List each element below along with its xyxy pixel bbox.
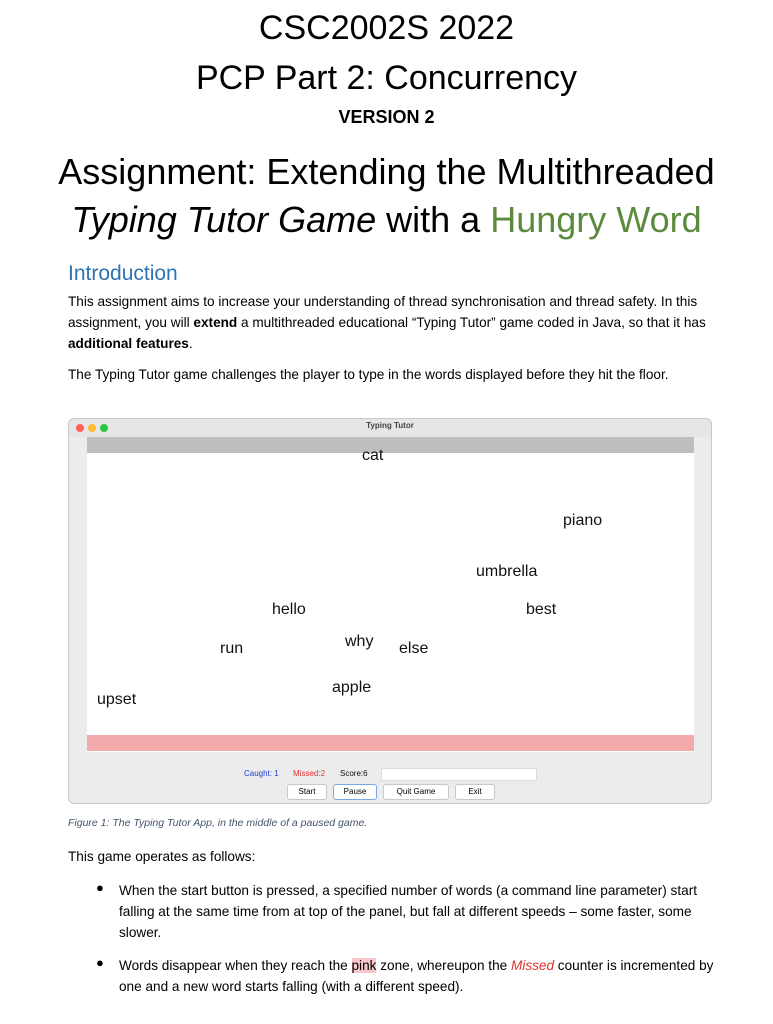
exit-button[interactable]: Exit [455,784,495,800]
assignment-heading-line1: Assignment: Extending the Multithreaded [58,151,715,192]
bullet-icon: ● [96,880,104,895]
section-heading-introduction: Introduction [68,262,178,285]
falling-word: cat [362,447,384,464]
assignment-heading-line2 [0,198,773,242]
figure-caption: Figure 1: The Typing Tutor App, in the middle of a paused game. [68,817,368,829]
intro-paragraph-1 [68,291,718,354]
falling-word: hello [272,601,306,618]
intro-bold-features: additional features [68,336,189,351]
intro-paragraph-2: The Typing Tutor game challenges the player to type in the words displayed before they hit the floor. [68,367,669,382]
bullet-icon: ● [96,955,104,970]
falling-word: best [526,601,557,618]
version-label: VERSION 2 [338,107,435,127]
rule2-text-a: Words disappear when they reach the [119,958,352,973]
part-title: PCP Part 2: Concurrency [195,59,578,97]
rule2-text-b: zone, whereupon the [376,958,511,973]
falling-word: apple [332,679,372,696]
falling-word: else [399,640,429,657]
pink-zone [87,735,694,751]
heading-mid: with a [376,199,491,240]
start-button[interactable]: Start [287,784,327,800]
falling-word: run [220,640,244,657]
rule2-missed-word: Missed [510,958,555,973]
rule-bullet-1: When the start button is pressed, a specified number of words (a command line parameter) start falling at the same time from at top of the panel, but fall at different speeds – some faster, some slower. [119,883,697,940]
word-input[interactable] [381,768,537,781]
window-title: Typing Tutor [366,421,414,430]
rule2-text-c: counter is incremented by one and a new word starts falling (with a different speed). [119,958,714,994]
rule-bullet-2 [119,955,717,997]
top-bar [87,437,694,453]
falling-word: upset [97,691,137,708]
heading-italic: Typing Tutor Game [71,199,377,240]
falling-word: umbrella [476,563,538,580]
falling-word: piano [563,512,603,529]
score-counter: Score:6 [340,769,368,778]
game-panel [87,437,694,752]
pause-button[interactable]: Pause [333,784,377,800]
heading-green: Hungry Word [490,199,702,240]
typing-tutor-window [68,418,712,804]
intro-bold-extend: extend [193,315,238,330]
quit-game-button[interactable]: Quit Game [383,784,449,800]
intro-text-b: a multithreaded educational “Typing Tutor” game coded in Java, so that it has [237,315,706,330]
rules-intro: This game operates as follows: [68,849,256,864]
missed-counter: Missed:2 [293,769,326,778]
intro-text-a: This assignment aims to increase your understanding of thread synchronisation and thread safety. In this assignment, you will [68,294,698,330]
rule2-pink-word: pink [351,958,377,973]
course-title: CSC2002S 2022 [258,9,515,47]
caught-counter: Caught: 1 [244,769,279,778]
intro-text-c: . [188,336,193,351]
falling-word: why [345,633,374,650]
